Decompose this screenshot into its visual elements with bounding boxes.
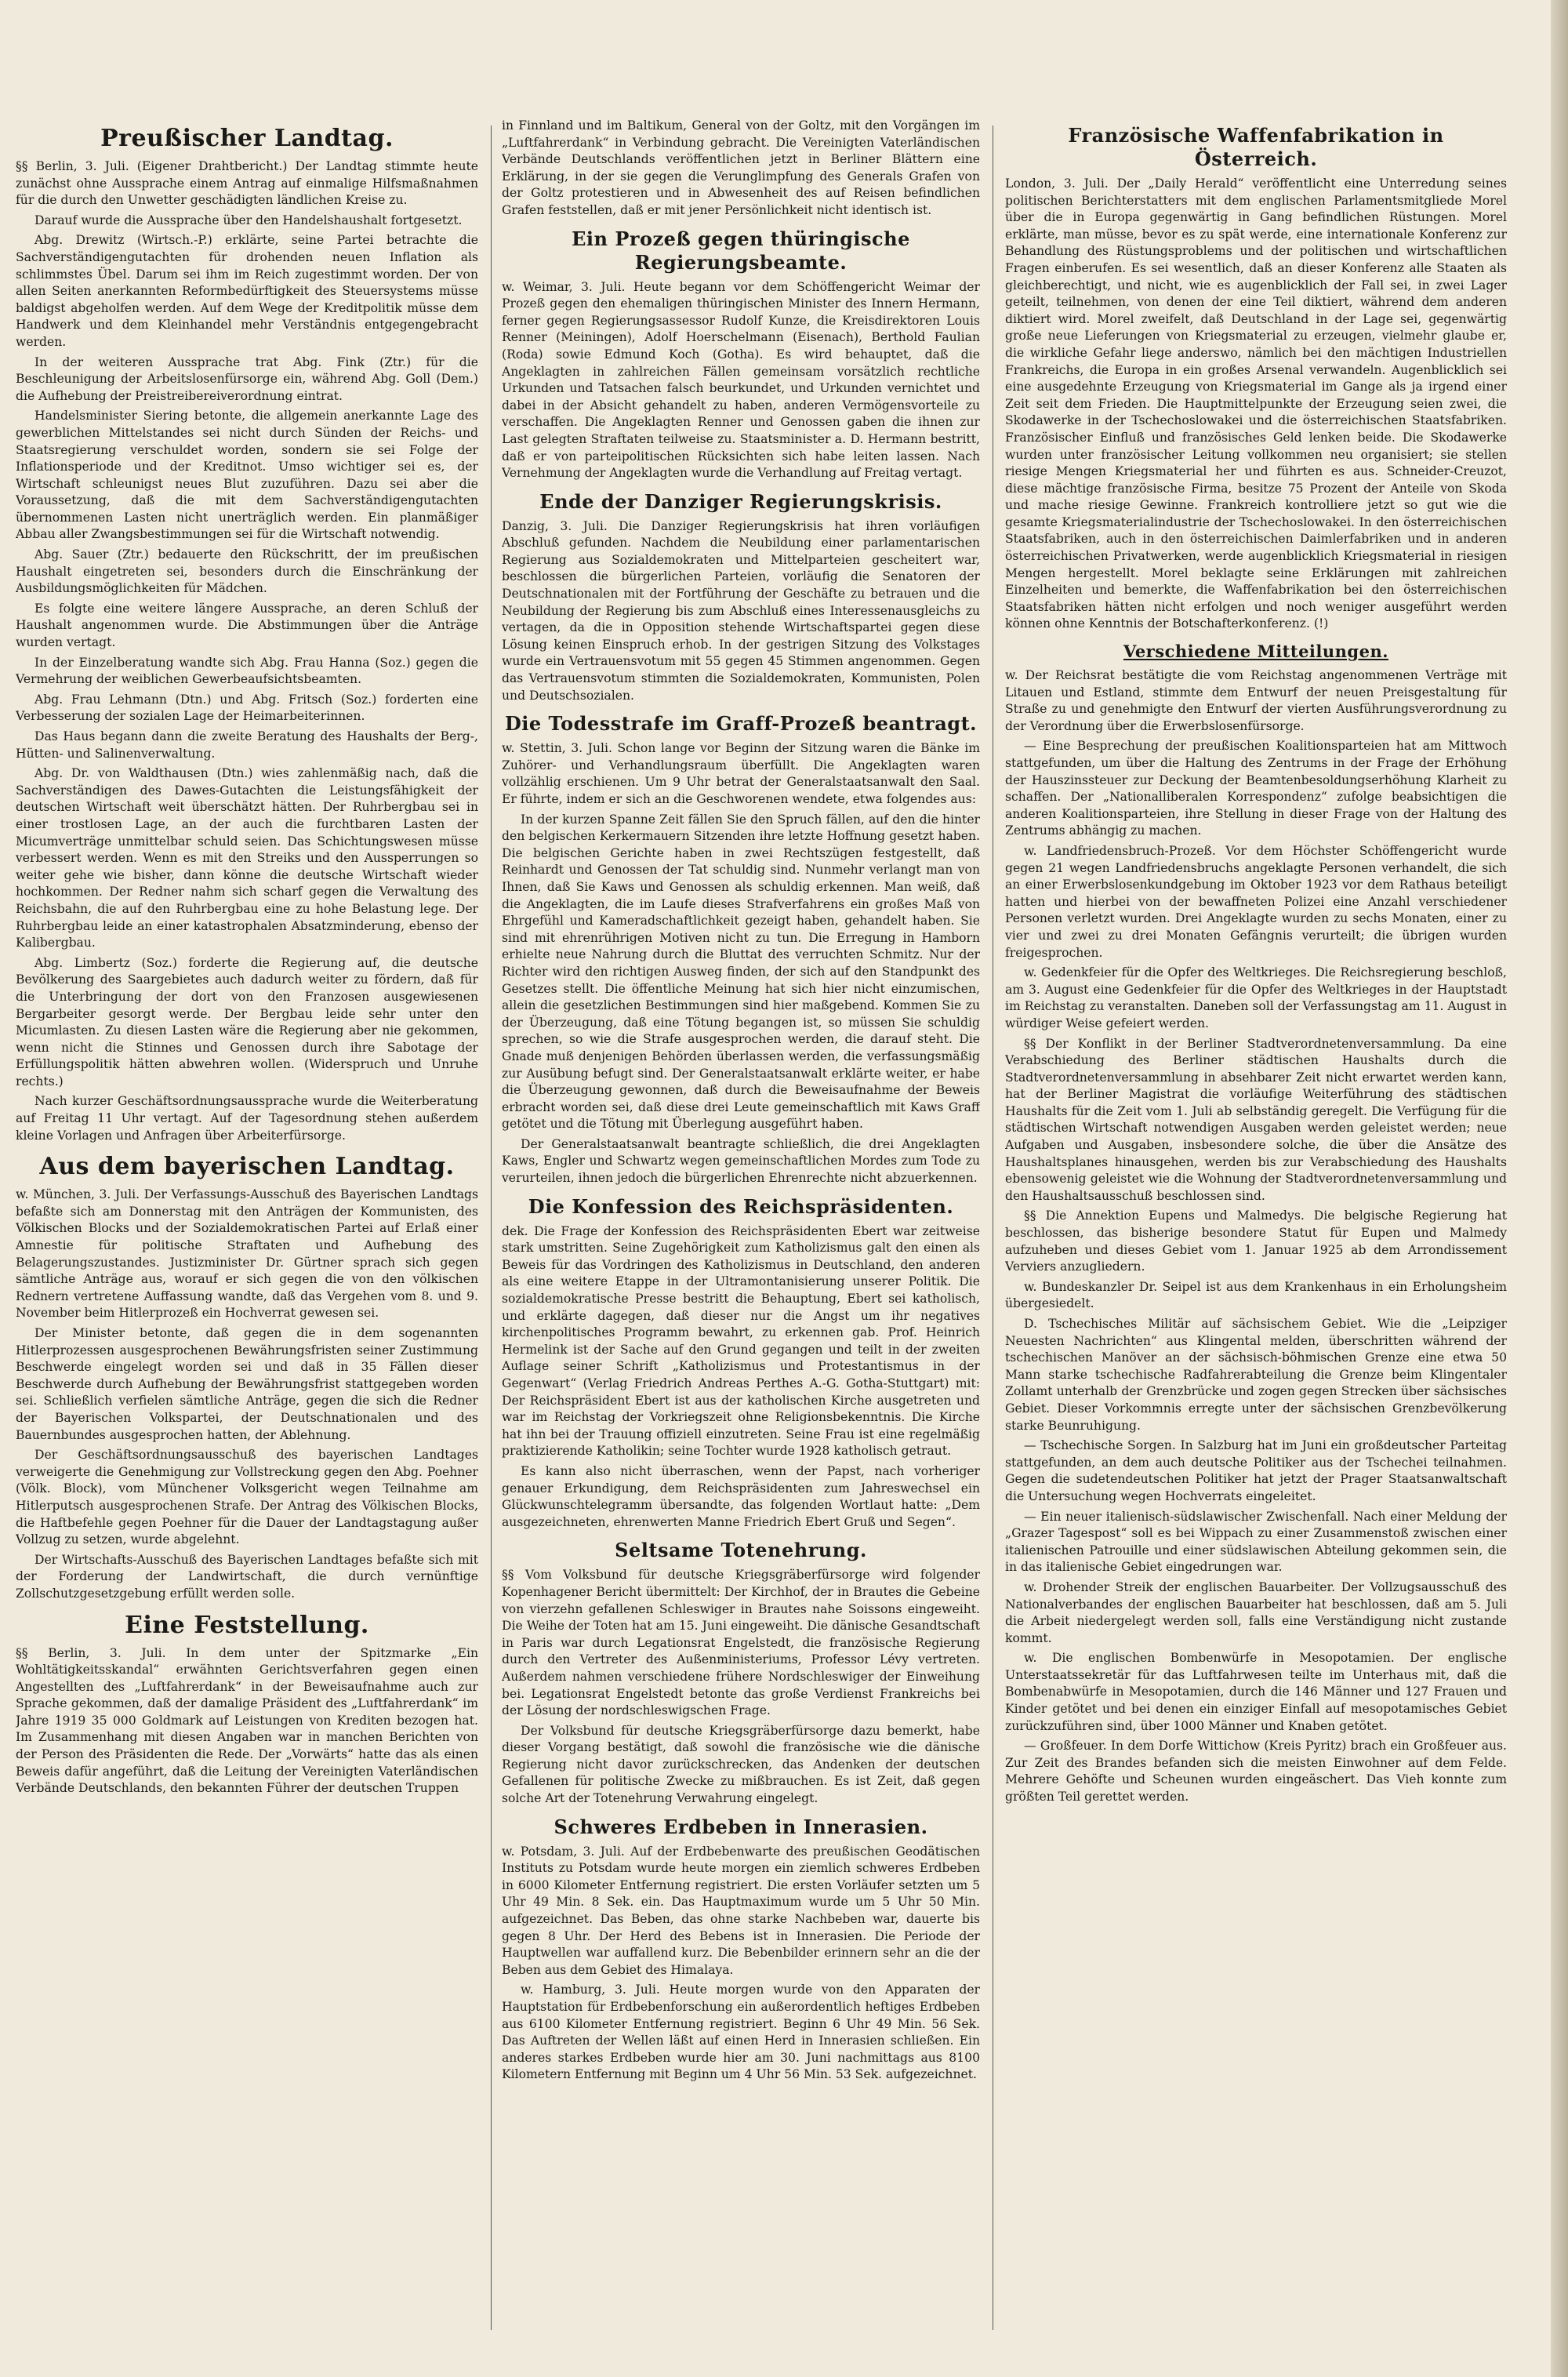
article-paragraph: Es folgte eine weitere längere Aussprache, an deren Schluß der Haushalt angenommen wurde. Die Abstimmungen über die Anträge wurden vertagt. [16,601,478,650]
article-headline: Aus dem bayerischen Landtag. [39,1153,455,1181]
article-headline: Ein Prozeß gegen thüringische Regierungsbeamte. [572,227,910,274]
column-2 [502,118,980,2353]
article [16,1152,478,1602]
article-paragraph: Abg. Dr. von Waldthausen (Dtn.) wies zahlenmäßig nach, daß die Sachverständigen des Dawes-Gutachten die Leistungsfähigkeit der deutschen Wirtschaft weit überschätzt hätten. Der Ruhrbergbau sei in einer trostlosen Lage, an der auch die furchtbaren Lasten der Micumverträge unmittelbar schuld seien. Das Schichtungswesen müsse verbessert werden. Wenn es mit den Streiks und den Aussperrungen so weiter gehe wie bisher, dann könne die deutsche Wirtschaft wieder hochkommen. Der Redner nahm sich scharf gegen die Verwaltung des Reichsbahn, die auf den Ruhrbergbau eine zu hohe Belastung lege. Der Ruhrbergbau leide an einer katastrophalen Absatzminderung, ebenso der Kalibergbau. [16,766,478,950]
article-paragraph: In der kurzen Spanne Zeit fällen Sie den Spruch fällen, auf den die hinter den belgischen Kerkermauern Sitzenden ihre letzte Hoffnung gesetzt haben. Die belgischen Gerichte haben in zwei Rechtszügen festgestellt, daß Reinhardt und Genossen der Tat schuldig sind. Nunmehr verlangt man von Ihnen, daß Sie Kaws und Genossen als schuldig erkennen. Man weiß, daß die Angeklagten, die im Laufe dieses Strafverfahrens ein großes Maß von Ehrgefühl und Kameradschaftlichkeit gezeigt haben, gehandelt haben. Sie sind mit ehrenrührigen Motiven nicht zu tun. Die Erregung in Hamborn erhielte neue Nahrung durch die Bluttat des verruchten Schmitz. Nur der Richter wird den richtigen Ausweg finden, der sich auf den Standpunkt des Gesetzes stellt. Die öffentliche Meinung hat sich hier nicht einzumischen, allein die gesetzlichen Bestimmungen sind hier maßgebend. Kommen Sie zu der Überzeugung, daß eine Tötung begangen ist, so müssen Sie schuldig sprechen, so wie die Strafe ausgesprochen werden, die darauf steht. Die Gnade muß denjenigen Behörden überlassen werden, die verfassungsmäßig zur Ausübung befugt sind. Der Generalstaatsanwalt erklärte weiter, er habe die Überzeugung gewonnen, daß durch die Beweisaufnahme der Beweis erbracht worden sei, daß diese drei Leute gemeinschaftlich mit Kaws Graff getötet und die Tötung mit Überlegung ausgeführt haben. [502,812,980,1132]
article [502,490,980,705]
article-paragraph: — Ein neuer italienisch-südslawischer Zwischenfall. Nach einer Meldung der „Grazer Tagespost“ soll es bei Wippach zu einer Zusammenstoß zwischen einer italienischen Patrouille und einer südslawischen Abteilung gekommen sein, die in das italienische Gebiet eingedrungen war. [1005,1509,1507,1575]
article-headline: Die Konfession des Reichspräsidenten. [528,1194,954,1218]
article-paragraph: Der Wirtschafts-Ausschuß des Bayerischen Landtages befaßte sich mit der Forderung der Landwirtschaft, die durch vernünftige Zollschutzgesetzgebung erfüllt werden solle. [16,1552,478,1601]
article-paragraph: Der Geschäftsordnungsausschuß des bayerischen Landtages verweigerte die Genehmigung zur Vollstreckung gegen den Abg. Poehner (Völk. Block), vom Münchener Volksgericht wegen Teilnahme am Hitlerputsch ausgesprochenen Strafe. Der Antrag des Völkischen Blocks, die Haftbefehle gegen Poehner für die Dauer der Landtagstagung außer Vollzug zu setzen, wurde abgelehnt. [16,1448,478,1547]
column-1 [16,118,478,2353]
article-paragraph: §§ Berlin, 3. Juli. In dem unter der Spitzmarke „Ein Wohltätigkeitsskandal“ erwähnten Gerichtsverfahren gegen einen Angestellten des „Luftfahrerdank“ in der Beweisaufnahme auch zur Sprache gekommen, daß der damalige Präsident des „Luftfahrerdank“ im Jahre 1919 35 000 Goldmark auf Leistungen von Krediten bezogen hat. Im Zusammenhang mit diesen Angaben war in manchen Berichten von der Person des Präsidenten die Rede. Der „Vorwärts“ hatte das als einen Beweis dafür angeführt, daß die Leitung der Vereinigten Vaterländischen Verbände Deutschlands, den bekannten Führer der deutschen Truppen [16,1645,478,1796]
article [502,712,980,1187]
article-paragraph: Darauf wurde die Aussprache über den Handelshaushalt fortgesetzt. [34,213,463,227]
article-paragraph: w. Potsdam, 3. Juli. Auf der Erdbebenwarte des preußischen Geodätischen Instituts zu Potsdam wurde heute morgen ein ziemlich schweres Erdbeben in 6000 Kilometer Entfernung registriert. Die ersten Vorläufer setzten um 5 Uhr 49 Min. 8 Sek. ein. Das Hauptmaximum wurde um 5 Uhr 50 Min. aufgezeichnet. Das Beben, das ohne starke Nachbeben war, dauerte bis gegen 8 Uhr. Der Herd des Bebens ist in Innerasien. Die Periode der Hauptwellen war auffallend kurz. Die Bebenbilder erinnern sehr an die der Beben aus dem Gebiet des Himalaya. [502,1844,980,1977]
article-paragraph: — Großfeuer. In dem Dorfe Wittichow (Kreis Pyritz) brach ein Großfeuer aus. Zur Zeit des Brandes befanden sich die meisten Einwohner auf dem Felde. Mehrere Gehöfte und Scheunen wurden eingeäschert. Das Vieh konnte zum größten Teil gerettet werden. [1005,1739,1507,1805]
article [502,1815,980,2084]
article-paragraph: Handelsminister Siering betonte, die allgemein anerkannte Lage des gewerblichen Mittelstandes sei nicht durch Sünden der Reichs- und Staatsregierung verschuldet worden, sondern sie sei Folge der Inflationsperiode und der Kreditnot. Umso wichtiger sei es, der Wirtschaft schleunigst neues Blut zuzuführen. Dazu sei aber die Voraussetzung, daß die mit dem Sachverständigengutachten übernommenen Lasten nicht unerträglich werden. Ein planmäßiger Abbau aller Zwangsbestimmungen sei für die Wirtschaft notwendig. [16,409,478,542]
page-edge-shadow [1551,0,1568,2377]
article-paragraph: w. Drohender Streik der englischen Bauarbeiter. Der Vollzugsausschuß des Nationalverbandes der englischen Bauarbeiter hat beschlossen, daß am 5. Juli die Arbeit niedergelegt werden soll, falls eine Verständigung nicht zustande kommt. [1005,1579,1507,1645]
article [16,1611,478,1797]
article-paragraph: w. Weimar, 3. Juli. Heute begann vor dem Schöffengericht Weimar der Prozeß gegen den ehemaligen thüringischen Minister des Innern Hermann, ferner gegen Regierungsassessor Rudolf Kunze, die Kreisdirektoren Louis Renner (Meiningen), Adolf Hoerschelmann (Eisenach), Berthold Faulian (Roda) sowie Edmund Koch (Gotha). Es wird behauptet, daß die Angeklagten in zahlreichen Fällen gemeinsam vorsätzlich rechtliche Urkunden und Tatsachen falsch beurkundet, und Urkunden vernichtet und dabei in der Absicht gehandelt zu haben, anderen Vermögensvorteile zu verschaffen. Die Angeklagten Renner und Genossen gaben die ihnen zur Last gelegten Straftaten teilweise zu. Staatsminister a. D. Hermann bestritt, daß er von parteipolitischen Rücksichten sich habe leiten lassen. Nach Vernehmung der Angeklagten wurde die Verhandlung auf Freitag vertagt. [502,279,980,481]
article-paragraph: In der weiteren Aussprache trat Abg. Fink (Ztr.) für die Beschleunigung der Arbeitslosenfürsorge ein, während Abg. Goll (Dem.) die Aufhebung der Preistreibereiverordnung eintrat. [16,354,478,403]
article-paragraph: Der Generalstaatsanwalt beantragte schließlich, die drei Angeklagten Kaws, Engler und Schwartz wegen gemeinschaftlichen Mordes zum Tode zu verurteilen, ihnen jedoch die bürgerlichen Ehrenrechte nicht abzuerkennen. [502,1136,980,1186]
article-paragraph: §§ Vom Volksbund für deutsche Kriegsgräberfürsorge wird folgender Kopenhagener Bericht übermittelt: Der Kirchhof, der in Brautes die Gebeine von vierzehn gefallenen Schleswiger in Brautes nahe Soissons eingeweiht. Die Weihe der Toten hat am 15. Juni eingeweiht. Die dänische Gesandtschaft in Paris war durch Legationsrat Engelstedt, die französische Regierung durch den Vertreter des Außenministeriums, Professor Lévy vertreten. Außerdem nahmen verschiedene frühere Nordschleswiger der Einweihung bei. Legationsrat Engelstedt betonte das große Verdienst Frankreichs bei der Lösung der nordschleswigschen Frage. [502,1568,980,1718]
article-paragraph: w. Die englischen Bombenwürfe in Mesopotamien. Der englische Unterstaatssekretär für das Luftfahrwesen teilte im Unterhaus mit, daß die Bombenabwürfe in Mesopotamien, durch die 146 Männer und 127 Frauen und Kinder getötet und bei denen ein einziger Einfall auf mesopotamisches Gebiet zurückzuführen sind, über 1000 Männer und Knaben getötet. [1005,1651,1507,1733]
article-paragraph: §§ Die Annektion Eupens und Malmedys. Die belgische Regierung hat beschlossen, das bisherige besondere Statut für Eupen und Malmedy aufzuheben und dieses Gebiet vom 1. Januar 1925 ab dem Arrondissement Verviers anzugliedern. [1005,1208,1507,1274]
article [1005,124,1507,633]
article-paragraph: w. Landfriedensbruch-Prozeß. Vor dem Höchster Schöffengericht wurde gegen 21 wegen Landfriedensbruchs angeklagte Personen verhandelt, die sich an einer Erwerbslosenkundgebung im Oktober 1923 vor dem Rathaus beteiligt hatten und hierbei von der bewaffneten Polizei eine Anzahl verschiedener Personen verletzt wurden. Drei Angeklagte wurden zu sechs Monaten, einer zu vier und zwei zu drei Monaten Gefängnis verurteilt; die übrigen wurden freigesprochen. [1005,843,1507,960]
article-paragraph: w. Stettin, 3. Juli. Schon lange vor Beginn der Sitzung waren die Bänke im Zuhörer- und Verhandlungsraum überfüllt. Die Angeklagten waren vollzählig erschienen. Um 9 Uhr betrat der Generalstaatsanwalt den Saal. Er führte, indem er sich an die Geschworenen wendete, etwa folgendes aus: [502,741,980,806]
article-paragraph: Der Minister betonte, daß gegen die in dem sogenannten Hitlerprozessen ausgesprochenen Bewährungsfristen seiner Zustimmung Beschwerde eingelegt worden sei und daß in 35 Fällen dieser Beschwerde durch Aufhebung der Bewährungsfrist stattgegeben worden sei. Schließlich verfielen sämtliche Anträge, gegen die sich die Redner der Bayerischen Volkspartei, der Deutschnationalen und des Bauernbundes ausgesprochen hatten, der Ablehnung. [16,1326,478,1442]
article-paragraph: D. Tschechisches Militär auf sächsischem Gebiet. Wie die „Leipziger Neuesten Nachrichten“ aus Klingental melden, überschritten während der tschechischen Manöver an der sächsisch-böhmischen Grenze eine etwa 50 Mann starke tschechische Radfahrerabteilung die Grenze beim Klingentaler Zollamt unterhalb der Grenzbrücke und zogen gegen Strecken über sächsisches Gebiet. Dieser Vorkommnis erregte unter der sächsischen Grenzbevölkerung starke Beunruhigung. [1005,1317,1507,1433]
article-headline: Französische Waffenfabrikation in Österreich. [1068,124,1444,170]
article-headline: Verschiedene Mitteilungen. [1123,641,1389,662]
column-rule [491,125,492,2330]
article-headline: Schweres Erdbeben in Innerasien. [554,1815,928,1838]
article-paragraph: w. Der Reichsrat bestätigte die vom Reichstag angenommenen Verträge mit Litauen und Estland, stimmte dem Entwurf der neuen Preisgestaltung für Straße zu und genehmigte den Entwurf der vierten Ausführungsverordnung zu der Verordnung über die Erwerbslosenfürsorge. [1005,668,1507,733]
article-paragraph: Abg. Limbertz (Soz.) forderte die Regierung auf, die deutsche Bevölkerung des Saargebietes auch dadurch weiter zu fördern, daß für die Unterbringung der dort von den Franzosen ausgewiesenen Bergarbeiter gesorgt werde. Der Bergbau leide sehr unter den Micumlasten. Zu diesen Lasten wäre die Regierung aber nie gekommen, wenn nicht die Stinnes und Genossen durch ihre Sabotage der Erfüllungspolitik hätten abwehren wollen. (Widerspruch und Unruhe rechts.) [16,955,478,1089]
article [502,1539,980,1807]
article [502,227,980,482]
article [502,1195,980,1532]
article-paragraph: — Tschechische Sorgen. In Salzburg hat im Juni ein großdeutscher Parteitag stattgefunden, an dem auch deutsche Politiker aus der Tschechei teilnahmen. Gegen die sudetendeutschen Politiker hat jetzt der Prager Staatsanwaltschaft die Untersuchung wegen Hochverrats eingeleitet. [1005,1438,1507,1503]
article-paragraph: Der Volksbund für deutsche Kriegsgräberfürsorge dazu bemerkt, habe dieser Vorgang bestätigt, daß sowohl die französische wie die dänische Regierung nicht davor zurückschrecken, das Andenken der deutschen Gefallenen für politische Zwecke zu mißbrauchen. Es ist Zeit, daß gegen solche Art der Totenehrung Verwahrung eingelegt. [502,1723,980,1806]
article-paragraph: Abg. Sauer (Ztr.) bedauerte den Rückschritt, der im preußischen Haushalt eingetreten sei, besonders durch die Einschränkung der Ausbildungsmöglichkeiten für Mädchen. [16,547,478,596]
article-paragraph: Abg. Drewitz (Wirtsch.-P.) erklärte, seine Partei betrachte die Sachverständigengutachten für drohenden neuen Inflation als schlimmstes Übel. Darum sei ihm im Reich zugestimmt worden. Der von allen Seiten anerkannten Reformbedürftigkeit des Steuersystems müsse baldigst abgeholfen werden. Auf dem Wege der Kreditpolitik müsse dem Handwerk und dem Kleinhandel mehr Verständnis entgegengebracht werden. [16,233,478,349]
article-paragraph: Abg. Frau Lehmann (Dtn.) und Abg. Fritsch (Soz.) forderten eine Verbesserung der sozialen Lage der Heimarbeiterinnen. [16,692,478,724]
article-paragraph: dek. Die Frage der Konfession des Reichspräsidenten Ebert war zeitweise stark umstritten. Seine Zugehörigkeit zum Katholizismus galt den einen als Beweis für das Vordringen des Katholizismus in Deutschland, den anderen als eine weitere Etappe in der Ultramontanisierung unserer Politik. Die sozialdemokratische Presse bestritt die Behauptung, Ebert sei katholisch, und erklärte dagegen, daß dieser nur die Angst um ihr negatives kirchenpolitisches Programm bewahrt, zu erkennen gab. Prof. Heinrich Hermelink ist der Sache auf den Grund gegangen und teilt in der zweiten Auflage seiner Schrift „Katholizismus und Protestantismus in der Gegenwart“ (Verlag Friedrich Andreas Perthes A.-G. Gotha-Stuttgart) mit: Der Reichspräsident Ebert ist aus der katholischen Kirche ausgetreten und war im Reichstag der Vorkriegszeit ohne Religionsbekenntnis. Die Kirche hat ihn bei der Trauung offiziell einzutreten. Seine Frau ist eine regelmäßig praktizierende Katholikin; seine Tochter wurde 1928 katholisch getraut. [502,1223,980,1459]
article-paragraph: §§ Berlin, 3. Juli. (Eigener Drahtbericht.) Der Landtag stimmte heute zunächst ohne Aussprache einem Antrag auf einmalige Hilfsmaßnahmen für die durch den Unwetter geschädigten ländlichen Kreise zu. [16,159,478,208]
article-paragraph: Es kann also nicht überraschen, wenn der Papst, nach vorheriger genauer Erkundigung, dem Reichspräsidenten zum Jahreswechsel ein Glückwunschtelegramm übersandte, das folgenden Wortlaut hatte: „Dem ausgezeichneten, ehrenwerten Manne Friedrich Ebert Gruß und Segen“. [502,1463,980,1529]
article-paragraph: §§ Der Konflikt in der Berliner Stadtverordnetenversammlung. Da eine Verabschiedung des Berliner städtischen Haushalts durch die Stadtverordnetenversammlung in absehbarer Zeit nicht erwartet werden kann, hat der Berliner Magistrat die vorläufige Weiterführung des städtischen Haushalts für die Zeit vom 1. Juli ab selbständig geregelt. Die Verfügung für die städtischen Wirtschaft notwendigen Ausgaben werden geleistet werden; neue Aufgaben und Ausgaben, insbesondere solche, die über die Ansätze des Haushaltsplanes hinausgehen, werden bis zur Verabschiedung des Haushalts ebensowenig geleistet wie die Wohnung der Stadtverordnetenversammlung und den Haushaltsausschuß beschlossen sind. [1005,1036,1507,1203]
article-paragraph: w. Bundeskanzler Dr. Seipel ist aus dem Krankenhaus in ein Erholungsheim übergesiedelt. [1005,1279,1507,1311]
article [502,118,980,220]
article-paragraph: in Finnland und im Baltikum, General von der Goltz, mit den Vorgängen im „Luftfahrerdank“ in Verbindung gebracht. Die Vereinigten Vaterländischen Verbände Deutschlands veröffentlichen jetzt in Berliner Blättern eine Erklärung, in der sie gegen die Verunglimpfung des Generals Grafen von der Goltz protestieren und in Abwesenheit des auf Reisen befindlichen Grafen feststellen, daß er mit jener Persönlichkeit nicht identisch ist. [502,118,980,217]
article-paragraph: w. München, 3. Juli. Der Verfassungs-Ausschuß des Bayerischen Landtags befaßte sich am Donnerstag mit den Anträgen der Kommunisten, des Völkischen Blocks und der Sozialdemokratischen Partei auf Erlaß einer Amnestie für politische Straftaten und Aufhebung des Belagerungszustandes. Justizminister Dr. Gürtner sprach sich gegen sämtliche Anträge aus, worauf er sich gegen die von den völkischen Rednern vertretene Auffassung wandte, daß das Vergehen vom 8. und 9. November beim Hitlerprozeß ein Hochverrat gewesen sei. [16,1187,478,1321]
article-paragraph: Nach kurzer Geschäftsordnungsaussprache wurde die Weiterberatung auf Freitag 11 Uhr vertagt. Auf der Tagesordnung stehen außerdem kleine Vorlagen und Anfragen über Arbeiterfürsorge. [16,1094,478,1143]
article-paragraph: w. Hamburg, 3. Juli. Heute morgen wurde von den Apparaten der Hauptstation für Erdbebenforschung ein außerordentlich heftiges Erdbeben aus 6100 Kilometer Entfernung registriert. Beginn 6 Uhr 49 Min. 56 Sek. Das Auftreten der Wellen läßt auf einen Herd in Innerasien schließen. Ein anderes starkes Erdbeben wurde hier am 30. Juni nachmittags aus 8100 Kilometern Entfernung mit Beginn um 4 Uhr 56 Min. 53 Sek. aufgezeichnet. [502,1983,980,2082]
article-headline: Ende der Danziger Regierungskrisis. [539,489,942,513]
article [1005,641,1507,1806]
article-paragraph: w. Gedenkfeier für die Opfer des Weltkrieges. Die Reichsregierung beschloß, am 3. August eine Gedenkfeier für die Opfer des Weltkrieges in der Hauptstadt im Reichstag zu veranstalten. Daneben soll der Verfassungstag am 11. August in würdiger Weise gefeiert werden. [1005,965,1507,1030]
article-headline: Seltsame Totenehrung. [615,1539,867,1562]
article-paragraph: Das Haus begann dann die zweite Beratung des Haushalts der Berg-, Hütten- und Salinenverwaltung. [16,729,478,761]
article-paragraph: Danzig, 3. Juli. Die Danziger Regierungskrisis hat ihren vorläufigen Abschluß gefunden. Nachdem die Neubildung einer parlamentarischen Regierung aus Sozialdemokraten und Mittelparteien gescheitert war, beschlossen die bürgerlichen Parteien, vorläufig die Senatoren der Deutschnationalen mit der Fortführung der Geschäfte zu betrauen und die Neubildung der Regierung bis zum Abschluß eines Interessenausgleichs zu vertagen, da die in Opposition stehende Wirtschaftspartei gegen diese Lösung keinen Einspruch erhob. In der gestrigen Sitzung des Volkstages wurde ein Vertrauensvotum mit 55 gegen 45 Stimmen angenommen. Gegen das Vertrauensvotum stimmten die Sozialdemokraten, Kommunisten, Polen und Deutschsozialen. [502,518,980,703]
article-headline: Die Todesstrafe im Graff-Prozeß beantragt. [504,712,978,736]
article-paragraph: In der Einzelberatung wandte sich Abg. Frau Hanna (Soz.) gegen die Vermehrung der weiblichen Gewerbeaufsichtsbeamten. [16,655,478,687]
article-headline: Eine Feststellung. [125,1611,369,1639]
article-paragraph: London, 3. Juli. Der „Daily Herald“ veröffentlicht eine Unterredung seines politischen Berichterstatters mit dem englischen Parlamentsmitgliede Morel über die in Europa gegenwärtig in Gang befindlichen Rüstungen. Morel erklärte, man müsse, bevor es zu spät werde, eine internationale Konferenz zur Behandlung des Rüstungsproblems und der politischen und wirtschaftlichen Fragen einberufen. Es sei wesentlich, daß an dieser Konferenz alle Staaten als gleichberechtigt, und nicht, wie es augenblicklich der Fall sei, in zwei Lager geteilt, teilnehmen, von denen der eine Teil diktiert, während dem anderen diktiert wird. Morel zweifelt, daß Deutschland in der Lage sei, gegenwärtig große neue Lieferungen von Kriegsmaterial zu erzeugen, vielmehr glaube er, die wirkliche Gefahr liege anderswo, nämlich bei den mächtigen Industriellen Frankreichs, die Europa in ein großes Arsenal verwandeln. Augenblicklich sei eine ausgedehnte Erzeugung von Kriegsmaterial im Gange als ja irgend einer Zeit seit dem Frieden. Die Hauptmittelpunkte der Erzeugung seien zwei, die Skodawerke in der Tschechoslowakei und die österreichischen Staatsfabriken. Französischer Einfluß und französisches Geld lenken beide. Die Skodawerke wurden unter französischer Leitung vollkommen neu organisiert; sie stellen riesige Mengen Kriegsmaterial her und führten es aus. Schneider-Creuzot, diese mächtige französische Firma, besitze 75 Prozent der Anteile von Skoda und mache riesige Gewinne. Frankreich kontrolliere jetzt so gut wie die gesamte Kriegsmaterialindustrie der Tschechoslowakei. In den österreichischen Staatsfabriken, auch in den österreichischen Daimlerfabriken und in anderen österreichischen Privatwerken, werde augenblicklich Kriegsmaterial in riesigen Mengen hergestellt. Morel beklagte seine Erklärungen mit zahlreichen Einzelheiten und bemerkte, die Waffenfabrikation bei den österreichischen Staatsfabriken hätten nicht erfolgen und noch weniger ausgeführt werden können ohne Kenntnis der Botschafterkonferenz. (!) [1005,176,1507,631]
article-paragraph: — Eine Besprechung der preußischen Koalitionsparteien hat am Mittwoch stattgefunden, um über die Haltung des Zentrums in der Frage der Erhöhung der Hauszinssteuer zur Deckung der Beamtenbesoldungserhöhung Klarheit zu schaffen. Der „Nationalliberalen Korrespondenz“ zufolge beabsichtigen die anderen Koalitionsparteien, ihre Stellung in dieser Frage von der Haltung des Zentrums abhängig zu machen. [1005,739,1507,838]
article-headline: Preußischer Landtag. [100,125,394,152]
column-3 [1005,118,1507,2353]
article [16,124,478,1144]
